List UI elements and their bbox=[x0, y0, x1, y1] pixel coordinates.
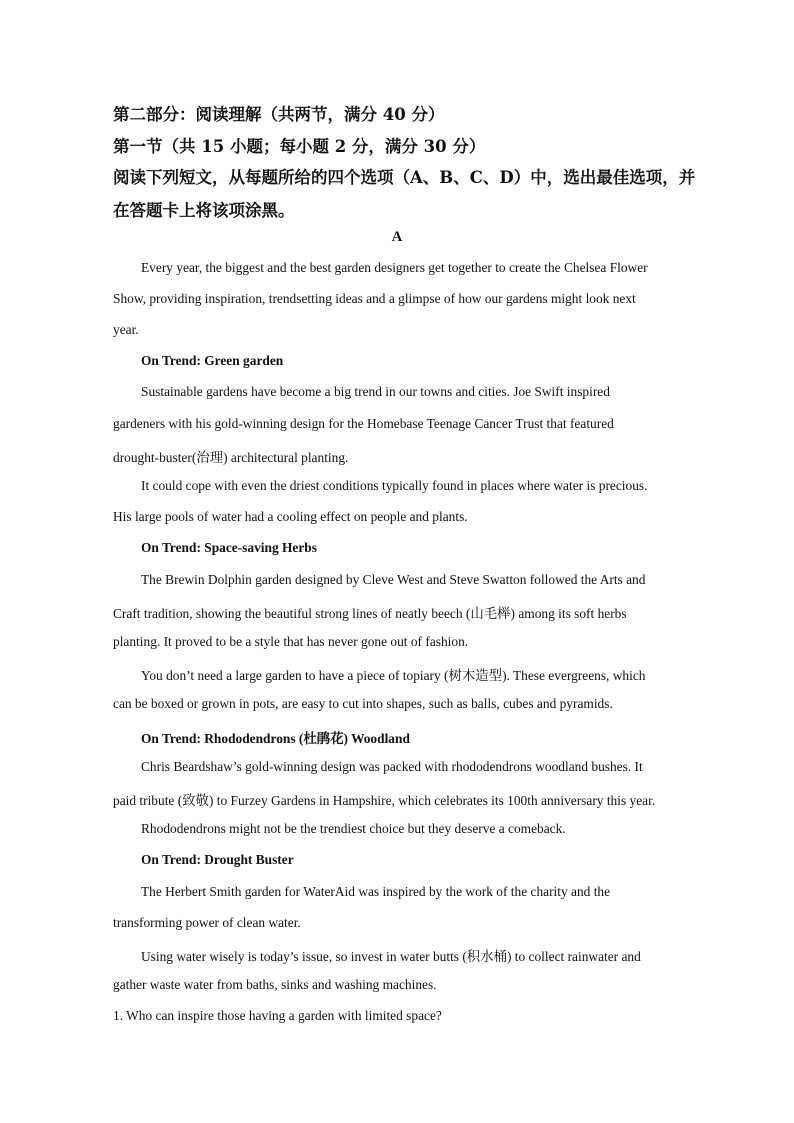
paragraph-line: gardeners with his gold-winning design for the Homebase Teenage Cancer Trust that featured bbox=[113, 416, 614, 431]
paragraph-line: Craft tradition, showing the beautiful strong lines of neatly beech (山毛榉) among its soft herbs bbox=[113, 606, 627, 621]
paragraph-line: The Brewin Dolphin garden designed by Cleve West and Steve Swatton followed the Arts and bbox=[141, 572, 646, 587]
instructions-line-2: 在答题卡上将该项涂黑。 bbox=[113, 201, 295, 220]
section-heading-green-garden: On Trend: Green garden bbox=[141, 353, 284, 368]
paragraph-line: planting. It proved to be a style that has never gone out of fashion. bbox=[113, 634, 469, 649]
passage-label: A bbox=[391, 229, 403, 245]
paragraph-line: His large pools of water had a cooling effect on people and plants. bbox=[113, 509, 468, 524]
question-1: 1. Who can inspire those having a garden with limited space? bbox=[113, 1008, 442, 1023]
paragraph-line: gather waste water from baths, sinks and washing machines. bbox=[113, 977, 437, 992]
section-title: 第二部分：阅读理解（共两节，满分 40 分） bbox=[113, 105, 445, 124]
paragraph-line: transforming power of clean water. bbox=[113, 915, 301, 930]
paragraph-line: Chris Beardshaw’s gold-winning design was packed with rhododendrons woodland bushes. It bbox=[141, 759, 643, 774]
paragraph-line: It could cope with even the driest conditions typically found in places where water is precious. bbox=[141, 478, 648, 493]
paragraph-line: can be boxed or grown in pots, are easy to cut into shapes, such as balls, cubes and pyramids. bbox=[113, 696, 613, 711]
paragraph-line: Rhododendrons might not be the trendiest choice but they deserve a comeback. bbox=[141, 821, 566, 836]
paragraph-line: Using water wisely is today’s issue, so invest in water butts (积水桶) to collect rainwater and bbox=[141, 949, 641, 964]
paragraph-line: paid tribute (致敬) to Furzey Gardens in Hampshire, which celebrates its 100th anniversary this year. bbox=[113, 793, 656, 808]
instructions-line-1: 阅读下列短文，从每题所给的四个选项（A、B、C、D）中，选出最佳选项，并 bbox=[113, 168, 696, 187]
section-heading-space-saving-herbs: On Trend: Space-saving Herbs bbox=[141, 540, 317, 555]
section-heading-rhododendrons-woodland: On Trend: Rhododendrons (杜鹃花) Woodland bbox=[141, 731, 410, 746]
intro-line: Show, providing inspiration, trendsetting ideas and a glimpse of how our gardens might look next bbox=[113, 291, 636, 306]
section-heading-drought-buster: On Trend: Drought Buster bbox=[141, 852, 294, 867]
paragraph-line: Sustainable gardens have become a big trend in our towns and cities. Joe Swift inspired bbox=[141, 384, 610, 399]
intro-line: year. bbox=[113, 322, 139, 337]
subsection-title: 第一节（共 15 小题；每小题 2 分，满分 30 分） bbox=[113, 137, 486, 156]
paragraph-line: You don’t need a large garden to have a piece of topiary (树木造型). These evergreens, which bbox=[141, 668, 646, 683]
paragraph-line: The Herbert Smith garden for WaterAid was inspired by the work of the charity and the bbox=[141, 884, 611, 899]
intro-line: Every year, the biggest and the best garden designers get together to create the Chelsea Flower bbox=[141, 260, 648, 275]
paragraph-line: drought-buster(治理) architectural planting. bbox=[113, 450, 349, 465]
